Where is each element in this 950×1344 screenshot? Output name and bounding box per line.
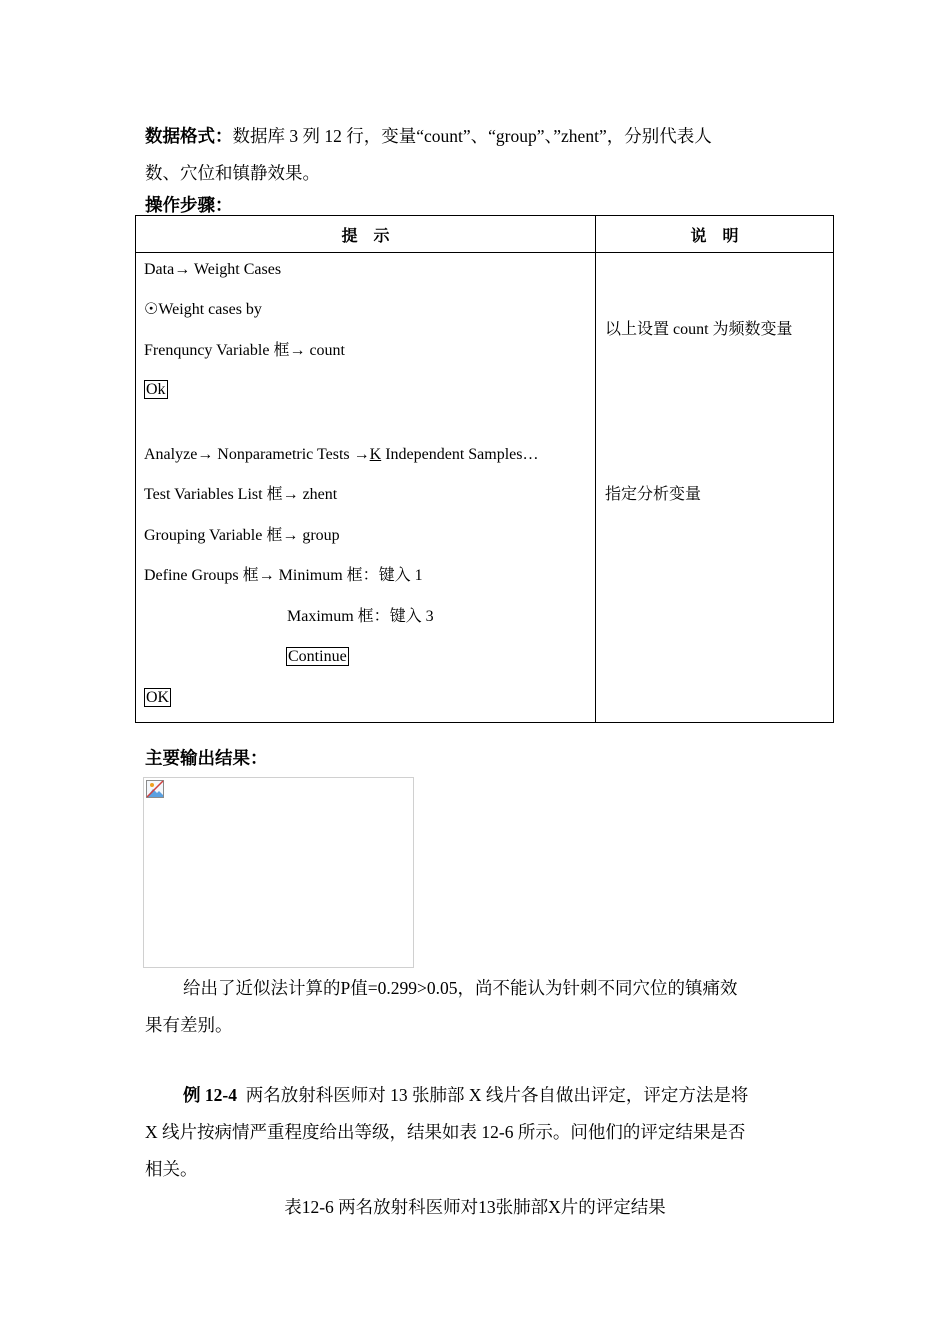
conclusion-line-1: 给出了近似法计算的P值=0.299>0.05，尚不能认为针刺不同穴位的镇痛效 (183, 978, 738, 998)
note-weight-cases: 以上设置 count 为频数变量 (605, 321, 793, 338)
example-label: 例 12-4 (183, 1085, 237, 1105)
example-line-2: X 线片按病情严重程度给出等级，结果如表 12-6 所示。问他们的评定结果是否 (145, 1122, 746, 1142)
steps-heading: 操作步骤： (145, 195, 233, 215)
table-caption: 表12-6 两名放射科医师对13张肺部X片的评定结果 (284, 1197, 666, 1217)
step-weight-cases: Data→ Weight Cases (144, 261, 282, 278)
step-analyze (144, 445, 538, 465)
step-define-groups: Define Groups 框→ Minimum 框：键入 1 (144, 567, 423, 584)
ok-button-2[interactable]: OK (146, 689, 170, 706)
step-analyze-pre: Analyze→ Nonparametric Tests → (144, 446, 370, 463)
step-weight-cases-by: ☉Weight cases by (144, 301, 262, 318)
table-row (136, 253, 834, 723)
data-format-text-1: 数据库 3 列 12 行，变量“count”、“group”、”zhent”，分别代表人 (232, 126, 712, 146)
step-analyze-k: K (369, 446, 382, 463)
header-hint: 提 示 (136, 216, 596, 253)
step-analyze-post: Independent Samples… (381, 446, 539, 463)
example-text-1: 两名放射科医师对 13 张肺部 X 线片各自做出评定，评定方法是将 (245, 1085, 749, 1105)
step-grouping-variable: Grouping Variable 框→ group (144, 527, 340, 544)
note-cell (596, 253, 834, 723)
example-line-3: 相关。 (145, 1159, 198, 1179)
ok-button-1[interactable]: Ok (146, 381, 166, 398)
hint-cell (136, 253, 596, 723)
continue-button[interactable]: Continue (288, 648, 347, 665)
example-line-1 (183, 1083, 748, 1107)
step-ok-2 (144, 688, 171, 708)
output-image (143, 777, 414, 968)
step-continue (286, 647, 349, 667)
header-note: 说 明 (596, 216, 834, 253)
conclusion-line-2: 果有差别。 (145, 1015, 233, 1035)
results-heading: 主要输出结果： (145, 748, 268, 768)
table-header-row (136, 216, 834, 253)
broken-image-icon (146, 780, 164, 798)
step-maximum: Maximum 框：键入 3 (287, 608, 434, 625)
data-format-line-2: 数、穴位和镇静效果。 (145, 163, 320, 183)
note-analysis-variable: 指定分析变量 (605, 486, 702, 503)
step-test-variables: Test Variables List 框→ zhent (144, 486, 338, 503)
step-ok-1 (144, 380, 168, 400)
steps-table (135, 215, 834, 723)
data-format-label: 数据格式： (145, 126, 233, 146)
step-frequency-variable: Frenquncy Variable 框→ count (144, 342, 345, 359)
data-format-line-1 (145, 124, 712, 148)
